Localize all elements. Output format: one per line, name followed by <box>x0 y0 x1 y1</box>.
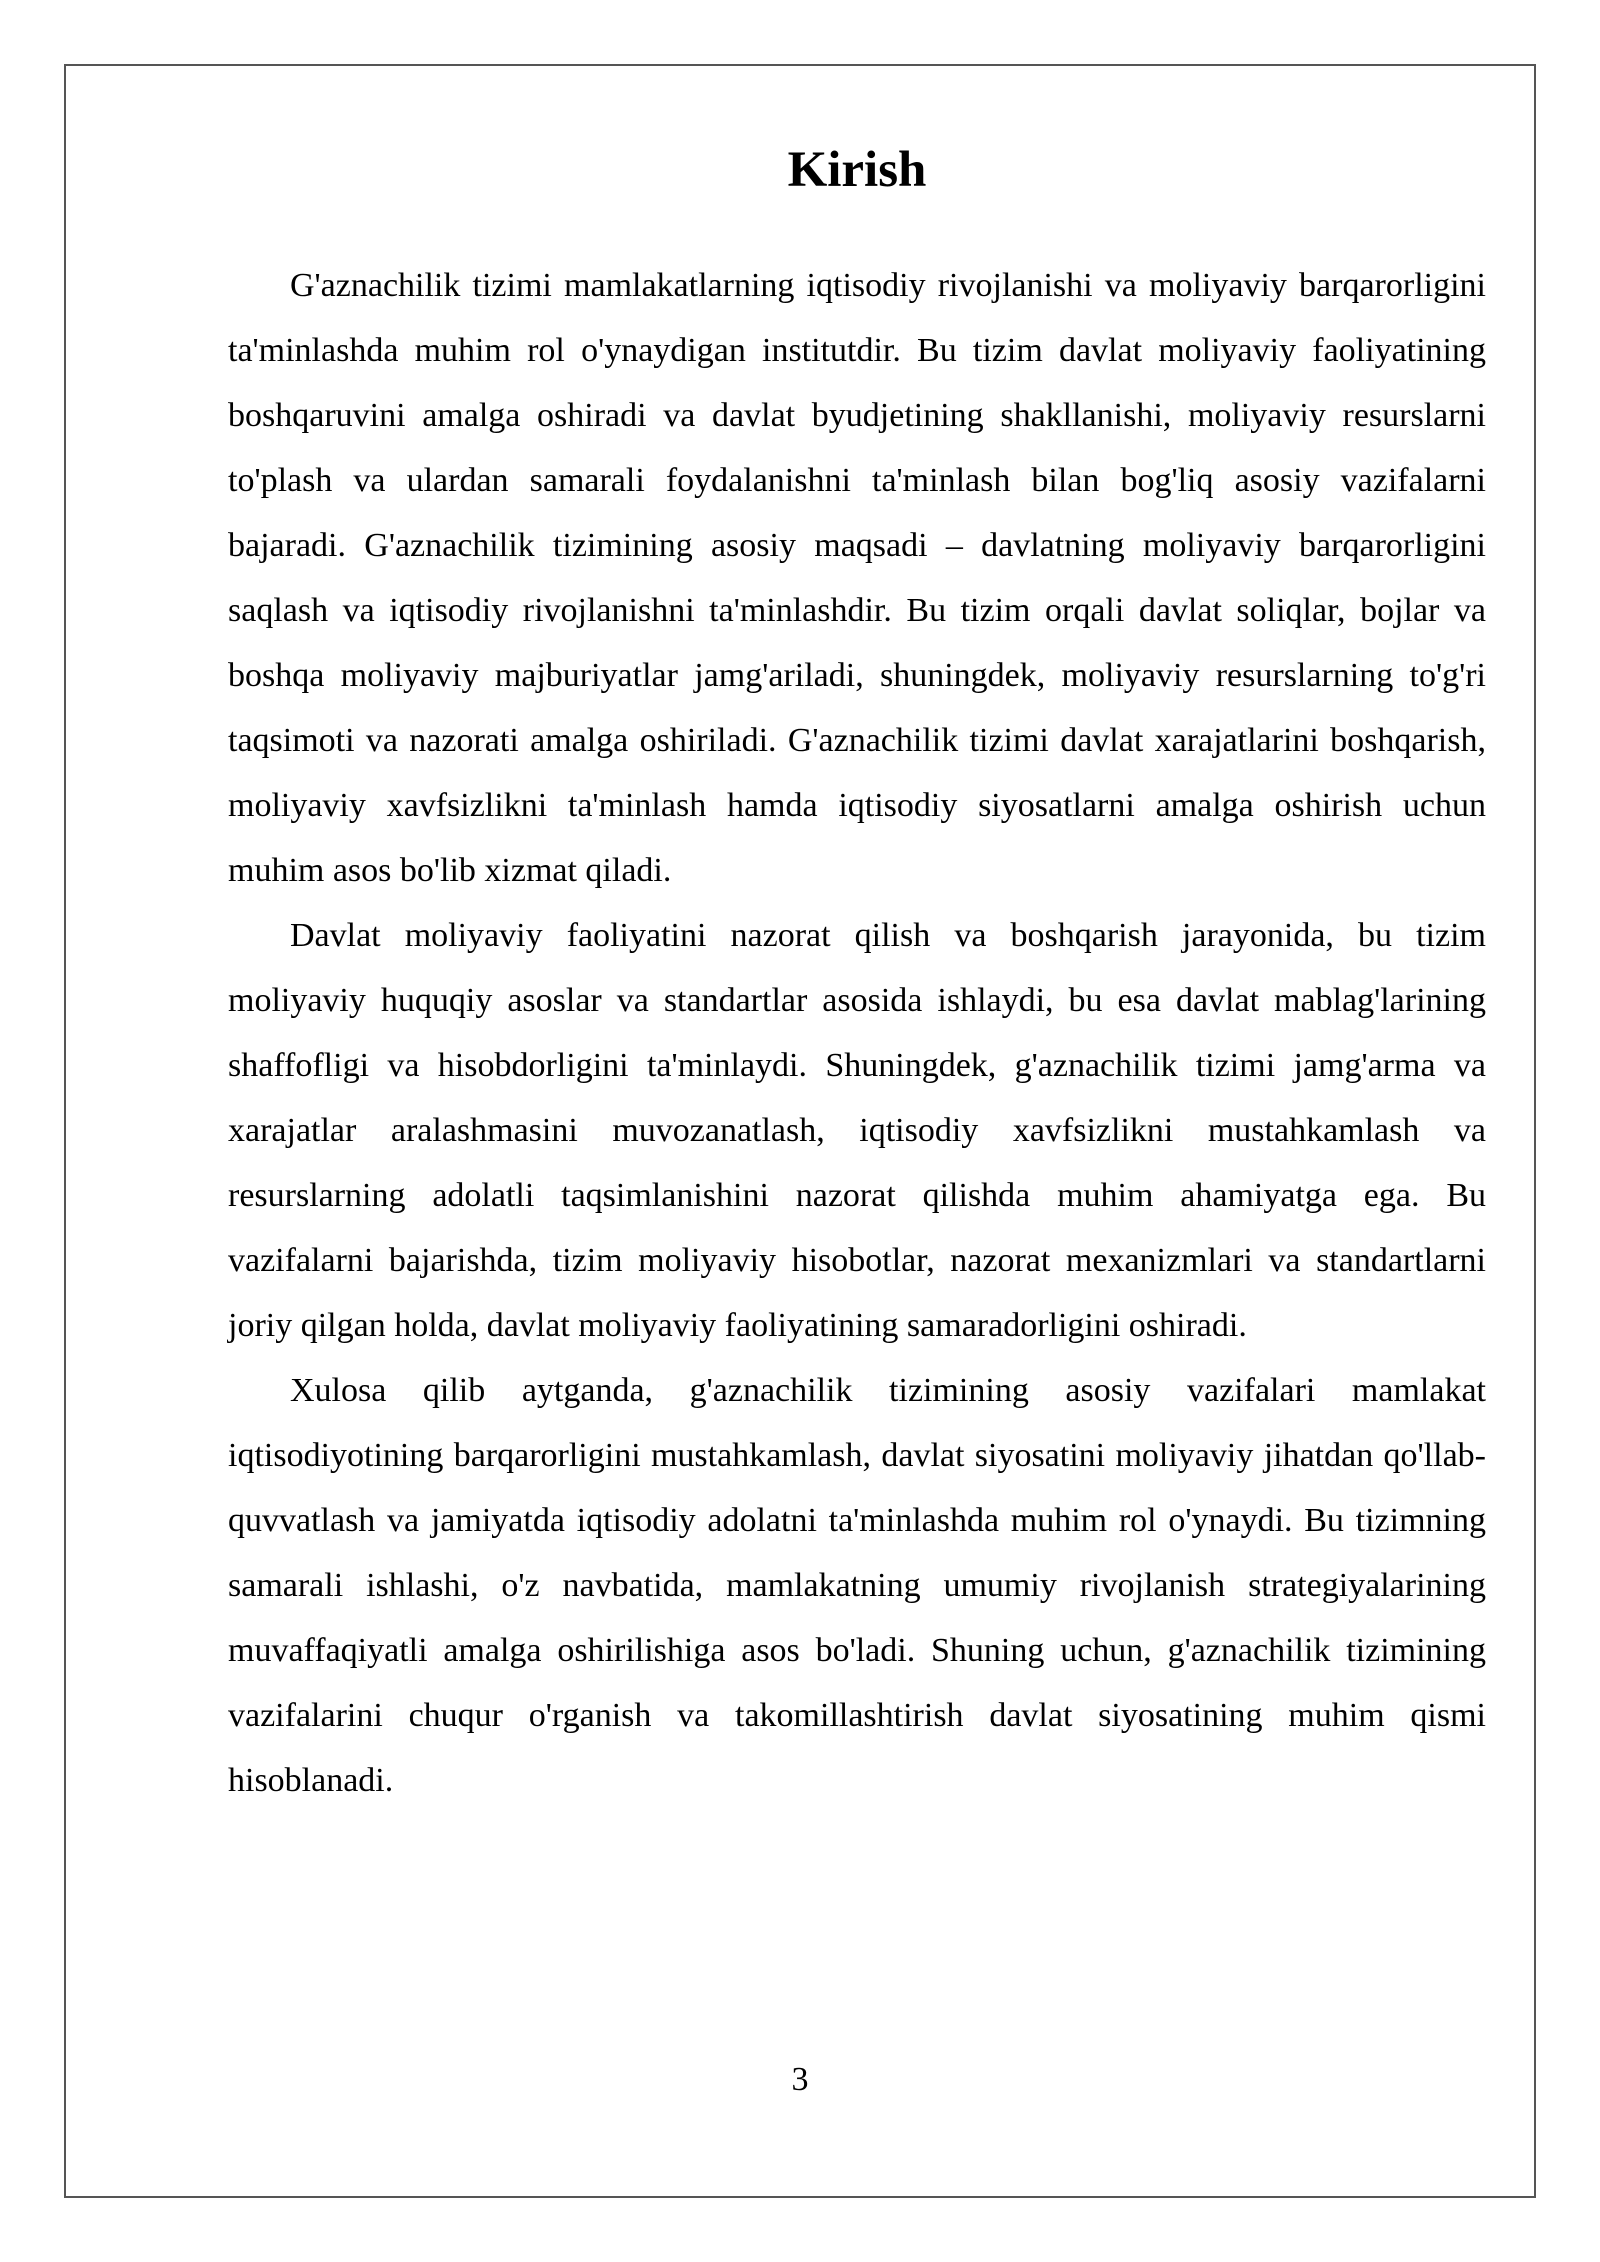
paragraph-2: Davlat moliyaviy faoliyatini nazorat qilish va boshqarish jarayonida, bu tizim moliyaviy huquqiy asoslar va standartlar asosida ishlaydi, bu esa davlat mablag'larining shaffofligi va hisobdorligini ta'minlaydi. Shuningdek, g'aznachilik tizimi jamg'arma va xarajatlar aralashmasini muvozanatlash, iqtisodiy xavfsizlikni mustahkamlash va resurslarning adolatli taqsimlanishini nazorat qilishda muhim ahamiyatga ega. Bu vazifalarni bajarishda, tizim moliyaviy hisobotlar, nazorat mexanizmlari va standartlarni joriy qilgan holda, davlat moliyaviy faoliyatining samaradorligini oshiradi. <box>228 917 1486 1345</box>
paragraph-3: Xulosa qilib aytganda, g'aznachilik tizimining asosiy vazifalari mamlakat iqtisodiyotining barqarorligini mustahkamlash, davlat siyosatini moliyaviy jihatdan qo'llab-quvvatlash va jamiyatda iqtisodiy adolatni ta'minlashda muhim rol o'ynaydi. Bu tizimning samarali ishlashi, o'z navbatida, mamlakatning umumiy rivojlanish strategiyalarining muvaffaqiyatli amalga oshirilishiga asos bo'ladi. Shuning uchun, g'aznachilik tizimining vazifalarini chuqur o'rganish va takomillashtirish davlat siyosatining muhim qismi hisoblanadi. <box>228 1372 1486 1800</box>
page-title: Kirish <box>787 142 927 198</box>
page-number: 3 <box>791 2061 809 2098</box>
document-body <box>228 140 1486 1813</box>
paragraph-1: G'aznachilik tizimi mamlakatlarning iqtisodiy rivojlanishi va moliyaviy barqarorligini ta'minlashda muhim rol o'ynaydigan institutdir. Bu tizim davlat moliyaviy faoliyatining boshqaruvini amalga oshiradi va davlat byudjetining shakllanishi, moliyaviy resurslarni to'plash va ulardan samarali foydalanishni ta'minlash bilan bog'liq asosiy vazifalarni bajaradi. G'aznachilik tizimining asosiy maqsadi – davlatning moliyaviy barqarorligini saqlash va iqtisodiy rivojlanishni ta'minlashdir. Bu tizim orqali davlat soliqlar, bojlar va boshqa moliyaviy majburiyatlar jamg'ariladi, shuningdek, moliyaviy resurslarning to'g'ri taqsimoti va nazorati amalga oshiriladi. G'aznachilik tizimi davlat xarajatlarini boshqarish, moliyaviy xavfsizlikni ta'minlash hamda iqtisodiy siyosatlarni amalga oshirish uchun muhim asos bo'lib xizmat qiladi. <box>228 267 1486 890</box>
